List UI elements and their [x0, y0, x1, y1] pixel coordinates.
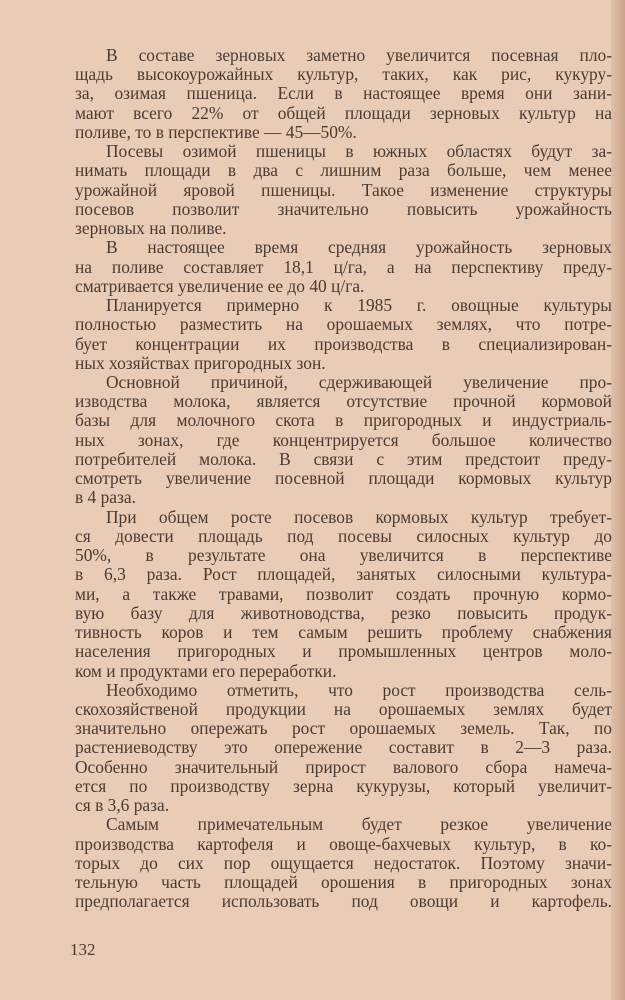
text-line: населения пригородных и промышленных центров моло-	[75, 641, 612, 662]
text-line: сматривается увеличение ее до 40 ц/га.	[75, 275, 365, 296]
text-line: значительно опережать рост орошаемых земель. Так, по	[75, 718, 612, 739]
text-line: Необходимо отметить, что рост производства сель-	[106, 679, 612, 700]
text-line: зерновых на поливе.	[75, 218, 227, 239]
text-line: ется по производству зерна кукурузы, который увеличит-	[75, 775, 612, 796]
text-line: смотреть увеличение посевной площади кормовых культур	[75, 468, 612, 489]
text-line: тивность коров и тем самым решить проблему снабжения	[75, 622, 612, 643]
text-line: Посевы озимой пшеницы в южных областях будут за-	[106, 141, 612, 162]
paragraph	[75, 508, 612, 681]
text-line: за, озимая пшеница. Если в настоящее время они зани-	[75, 83, 612, 104]
page-body	[75, 46, 612, 912]
text-line: производства картофеля и овоще-бахчевых культур, в ко-	[75, 833, 612, 854]
text-line: предполагается использовать под овощи и картофель.	[75, 891, 612, 912]
text-line: Особенно значительный прирост валового сбора намеча-	[75, 756, 612, 777]
text-line: на поливе составляет 18,1 ц/га, а на перспективу преду-	[75, 256, 612, 277]
text-line: полностью разместить на орошаемых землях, что потре-	[75, 314, 612, 335]
text-line: ся довести площадь под посевы силосных культур до	[75, 525, 612, 546]
paragraph	[75, 815, 612, 911]
text-line: растениеводству это опережение составит в 2—3 раза.	[75, 737, 612, 758]
paragraph	[75, 46, 612, 142]
text-line: ных зонах, где концентрируется большое количество	[75, 429, 612, 450]
text-line: торых до сих пор ощущается недостаток. Поэтому значи-	[75, 852, 612, 873]
text-line: поливе, то в перспективе — 45—50%.	[75, 121, 357, 142]
text-line: В настоящее время средняя урожайность зерновых	[106, 237, 612, 258]
text-line: ком и продуктами его переработки.	[75, 660, 337, 681]
text-line: ми, а также травами, позволит создать прочную кормо-	[75, 583, 612, 604]
paragraph	[75, 296, 612, 373]
text-line: базы для молочного скота в пригородных и индустриаль-	[75, 410, 612, 431]
text-line: Планируется примерно к 1985 г. овощные культуры	[106, 295, 612, 316]
text-line: изводства молока, является отсутствие прочной кормовой	[75, 391, 612, 412]
text-line: бует концентрации их производства в специализирован-	[75, 333, 612, 354]
text-line: щадь высокоурожайных культур, таких, как рис, кукуру-	[75, 64, 612, 85]
text-line: скохозяйственой продукции на орошаемых землях будет	[75, 698, 612, 719]
text-line: Основной причиной, сдерживающей увеличение про-	[106, 371, 612, 392]
paragraph	[75, 238, 612, 296]
text-line: 50%, в результате она увеличится в перспективе	[75, 545, 612, 566]
text-line: При общем росте посевов кормовых культур требует-	[106, 506, 612, 527]
text-line: мают всего 22% от общей площади зерновых культур на	[75, 102, 612, 123]
text-line: вую базу для животноводства, резко повысить продук-	[75, 602, 612, 623]
text-line: посевов позволит значительно повысить урожайность	[75, 198, 612, 219]
paragraph	[75, 142, 612, 238]
paragraph	[75, 373, 612, 508]
text-line: тельную часть площадей орошения в пригородных зонах	[75, 872, 612, 893]
text-line: Самым примечательным будет резкое увеличение	[106, 814, 612, 835]
text-line: в 6,3 раза. Рост площадей, занятых силосными культура-	[75, 564, 612, 585]
text-line: потребителей молока. В связи с этим предстоит преду-	[75, 448, 612, 469]
page-edge	[611, 0, 625, 1000]
page-number: 132	[70, 940, 96, 959]
text-line: В составе зерновых заметно увеличится посевная пло-	[106, 45, 612, 65]
text-line: урожайной яровой пшеницы. Такое изменение структуры	[75, 179, 612, 200]
text-line: ся в 3,6 раза.	[75, 795, 170, 816]
text-line: ных хозяйствах пригородных зон.	[75, 352, 326, 373]
paragraph	[75, 681, 612, 816]
text-line: нимать площади в два с лишним раза больше, чем менее	[75, 160, 612, 181]
text-line: в 4 раза.	[75, 487, 136, 508]
